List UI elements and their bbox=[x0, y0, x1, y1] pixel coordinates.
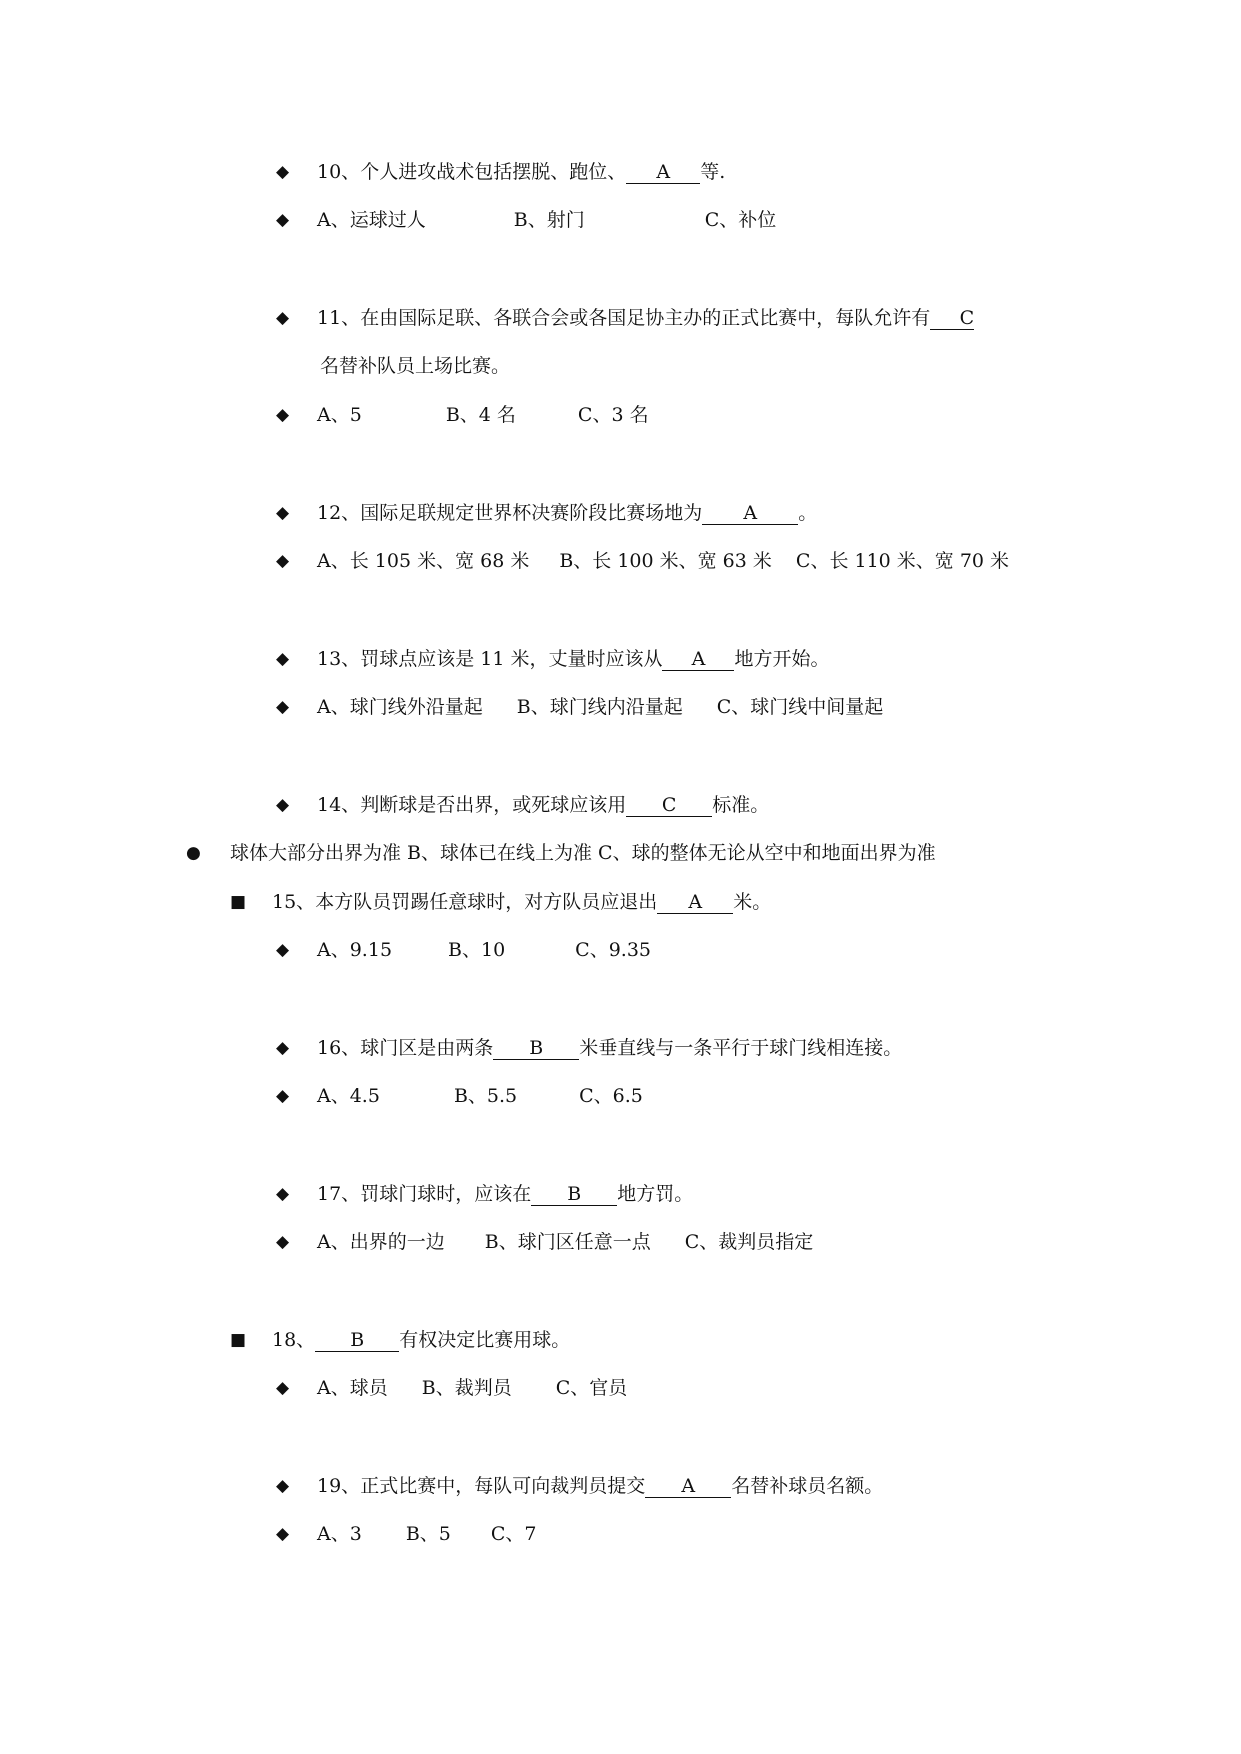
diamond-bullet-icon: ◆ bbox=[276, 1378, 290, 1398]
question-14 bbox=[317, 793, 769, 817]
question-18 bbox=[272, 1328, 570, 1352]
question-number: 14、 bbox=[317, 794, 361, 816]
options-12 bbox=[317, 549, 1009, 573]
option-c: C、7 bbox=[490, 1523, 537, 1545]
option-c: C、补位 bbox=[704, 209, 777, 231]
square-bullet-icon: ■ bbox=[230, 1330, 247, 1350]
options-18 bbox=[317, 1376, 627, 1400]
option-c: C、3 名 bbox=[577, 404, 649, 426]
question-text-end: 米。 bbox=[733, 891, 772, 913]
question-number: 13、 bbox=[317, 648, 361, 670]
question-text: 个人进攻战术包括摆脱、跑位、 bbox=[360, 161, 627, 183]
question-11-continued: 名替补队员上场比赛。 bbox=[320, 355, 511, 377]
question-text-end: 。 bbox=[798, 502, 818, 524]
answer-blank: A bbox=[626, 161, 700, 184]
option-a: A、5 bbox=[317, 404, 362, 426]
diamond-bullet-icon: ◆ bbox=[276, 308, 290, 328]
option-c: C、球门线中间量起 bbox=[716, 696, 884, 718]
diamond-bullet-icon: ◆ bbox=[276, 1524, 290, 1544]
option-c: C、6.5 bbox=[579, 1085, 643, 1107]
question-number: 18、 bbox=[272, 1329, 316, 1351]
question-text-end: 地方罚。 bbox=[617, 1183, 694, 1205]
question-17 bbox=[317, 1182, 693, 1206]
option-a: A、9.15 bbox=[317, 939, 393, 961]
question-number: 17、 bbox=[317, 1183, 361, 1205]
option-a: A、出界的一边 bbox=[317, 1231, 445, 1253]
option-a: A、球员 bbox=[317, 1377, 388, 1399]
options-15 bbox=[317, 938, 651, 962]
answer-blank: A bbox=[645, 1475, 731, 1498]
question-text: 在由国际足联、各联合会或各国足协主办的正式比赛中，每队允许有 bbox=[360, 307, 931, 329]
diamond-bullet-icon: ◆ bbox=[276, 210, 290, 230]
question-text-end: 米垂直线与一条平行于球门线相连接。 bbox=[579, 1037, 903, 1059]
question-number: 12、 bbox=[317, 502, 361, 524]
diamond-bullet-icon: ◆ bbox=[276, 162, 290, 182]
option-b: B、5.5 bbox=[453, 1085, 518, 1107]
answer-blank: A bbox=[702, 502, 798, 525]
option-a: A、长 105 米、宽 68 米 bbox=[317, 550, 530, 572]
question-15 bbox=[272, 890, 771, 914]
option-b: B、球门线内沿量起 bbox=[516, 696, 683, 718]
question-text: 罚球点应该是 11 米，丈量时应该从 bbox=[360, 648, 663, 670]
question-text-end: 等. bbox=[700, 161, 726, 183]
option-b: B、长 100 米、宽 63 米 bbox=[559, 550, 772, 572]
diamond-bullet-icon: ◆ bbox=[276, 1086, 290, 1106]
question-text: 本方队员罚踢任意球时，对方队员应退出 bbox=[315, 891, 658, 913]
diamond-bullet-icon: ◆ bbox=[276, 551, 290, 571]
answer-blank: C bbox=[626, 794, 712, 817]
options-13 bbox=[317, 695, 883, 719]
diamond-bullet-icon: ◆ bbox=[276, 1184, 290, 1204]
question-number: 15、 bbox=[272, 891, 316, 913]
question-text: 罚球门球时，应该在 bbox=[360, 1183, 532, 1205]
option-b: B、4 名 bbox=[445, 404, 516, 426]
question-number: 11、 bbox=[317, 307, 361, 329]
diamond-bullet-icon: ◆ bbox=[276, 405, 290, 425]
option-c: C、9.35 bbox=[575, 939, 652, 961]
question-text-end: 有权决定比赛用球。 bbox=[399, 1329, 571, 1351]
answer-blank: B bbox=[315, 1329, 399, 1352]
question-number: 10、 bbox=[317, 161, 361, 183]
diamond-bullet-icon: ◆ bbox=[276, 1232, 290, 1252]
question-text: 判断球是否出界，或死球应该用 bbox=[360, 794, 627, 816]
option-b: B、射门 bbox=[513, 209, 585, 231]
question-11 bbox=[317, 306, 974, 330]
question-13 bbox=[317, 647, 829, 671]
question-text-end: 名替补球员名额。 bbox=[731, 1475, 884, 1497]
diamond-bullet-icon: ◆ bbox=[276, 649, 290, 669]
answer-blank: B bbox=[493, 1037, 579, 1060]
options-17 bbox=[317, 1230, 813, 1254]
question-19 bbox=[317, 1474, 883, 1498]
question-16 bbox=[317, 1036, 902, 1060]
diamond-bullet-icon: ◆ bbox=[276, 697, 290, 717]
options-16 bbox=[317, 1084, 643, 1108]
option-b: B、5 bbox=[405, 1523, 451, 1545]
option-c: C、裁判员指定 bbox=[684, 1231, 814, 1253]
option-c: C、长 110 米、宽 70 米 bbox=[795, 550, 1010, 572]
question-text: 正式比赛中，每队可向裁判员提交 bbox=[360, 1475, 646, 1497]
option-c: C、官员 bbox=[555, 1377, 628, 1399]
diamond-bullet-icon: ◆ bbox=[276, 1038, 290, 1058]
answer-blank: C bbox=[930, 307, 974, 330]
options-10 bbox=[317, 208, 776, 232]
question-text-end: 标准。 bbox=[712, 794, 770, 816]
question-10 bbox=[317, 160, 725, 184]
options-19 bbox=[317, 1522, 537, 1546]
question-number: 16、 bbox=[317, 1037, 361, 1059]
options-14: 球体大部分出界为准 B、球体已在线上为准 C、球的整体无论从空中和地面出界为准 bbox=[230, 842, 936, 864]
question-12 bbox=[317, 501, 817, 525]
option-a: A、运球过人 bbox=[317, 209, 426, 231]
dot-bullet-icon: ● bbox=[186, 843, 201, 863]
option-a: A、3 bbox=[317, 1523, 362, 1545]
diamond-bullet-icon: ◆ bbox=[276, 503, 290, 523]
diamond-bullet-icon: ◆ bbox=[276, 1476, 290, 1496]
diamond-bullet-icon: ◆ bbox=[276, 940, 290, 960]
question-number: 19、 bbox=[317, 1475, 361, 1497]
answer-blank: B bbox=[531, 1183, 617, 1206]
answer-blank: A bbox=[662, 648, 734, 671]
question-text-end: 地方开始。 bbox=[734, 648, 830, 670]
question-text: 球门区是由两条 bbox=[360, 1037, 494, 1059]
option-b: B、裁判员 bbox=[421, 1377, 512, 1399]
option-b: B、球门区任意一点 bbox=[484, 1231, 651, 1253]
diamond-bullet-icon: ◆ bbox=[276, 795, 290, 815]
option-a: A、4.5 bbox=[317, 1085, 380, 1107]
option-b: B、10 bbox=[448, 939, 506, 961]
answer-blank: A bbox=[657, 891, 733, 914]
option-a: A、球门线外沿量起 bbox=[317, 696, 483, 718]
square-bullet-icon: ■ bbox=[230, 892, 247, 912]
question-text: 国际足联规定世界杯决赛阶段比赛场地为 bbox=[360, 502, 703, 524]
options-11 bbox=[317, 403, 649, 427]
